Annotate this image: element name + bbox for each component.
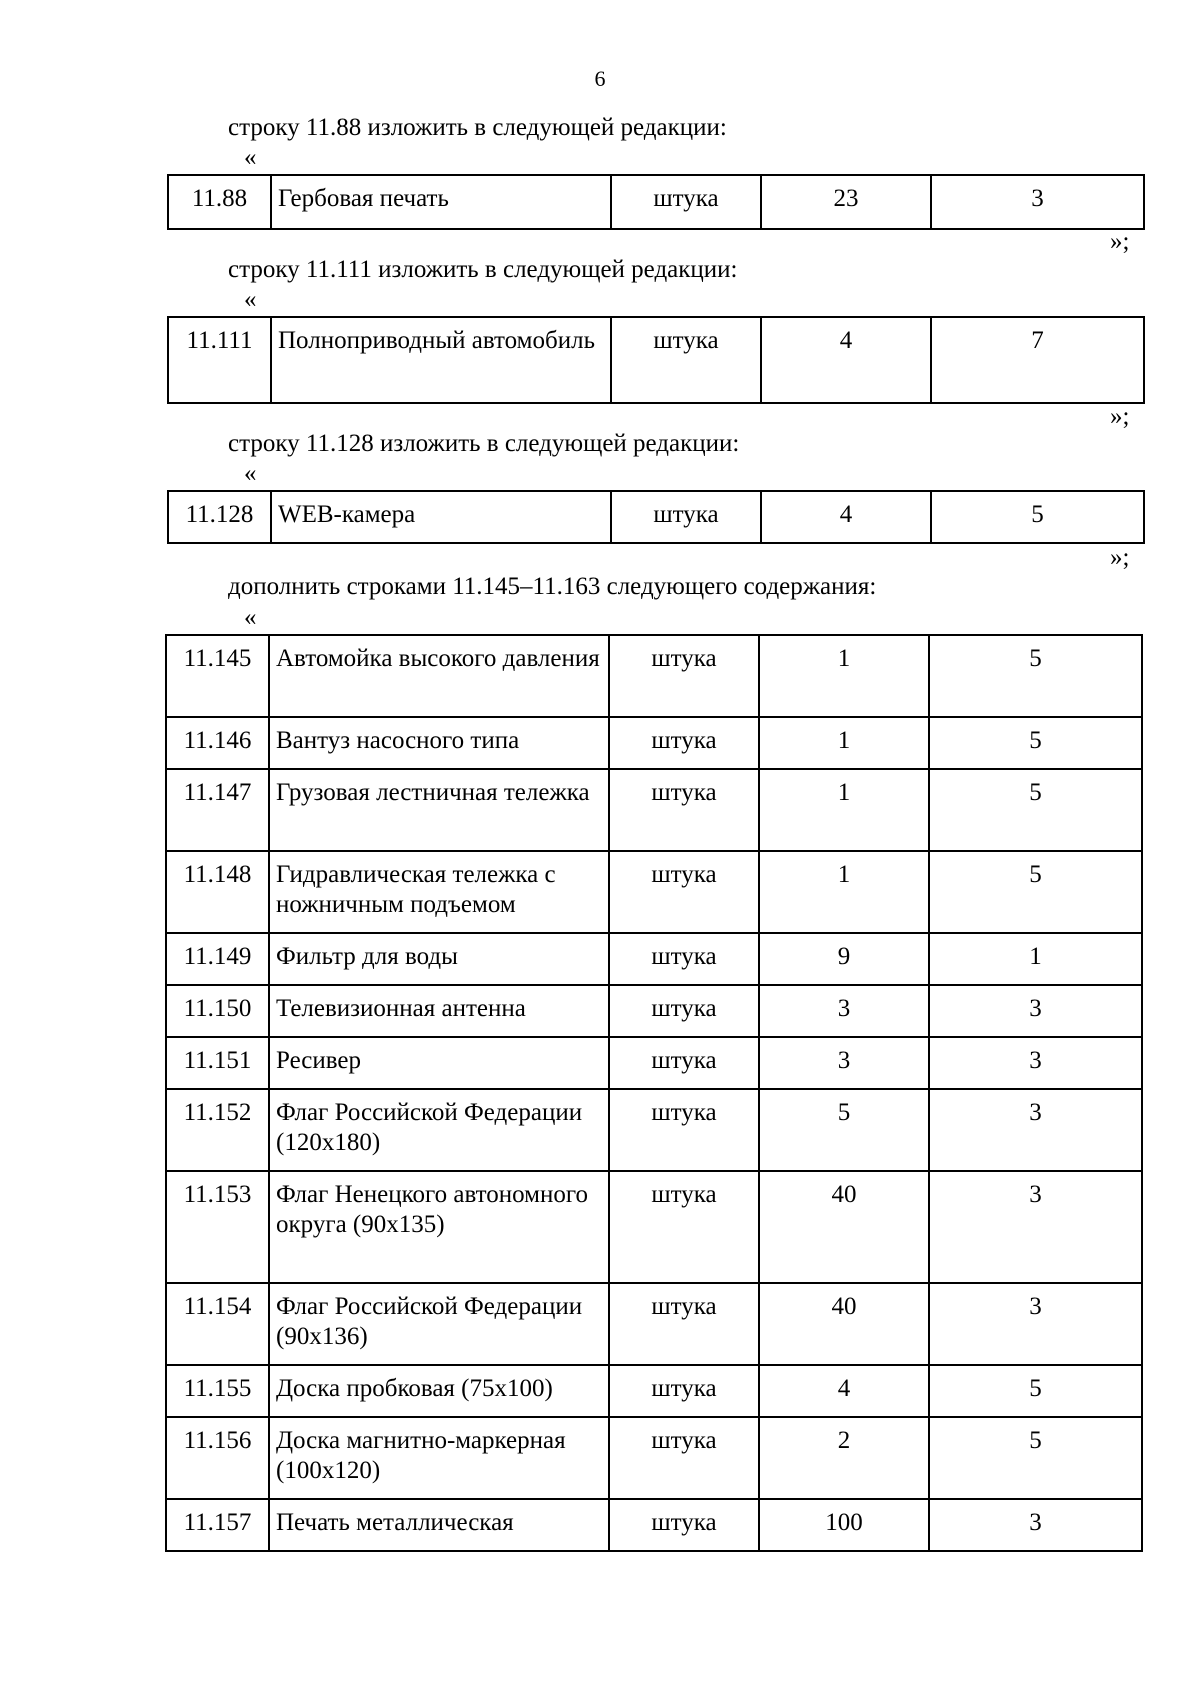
item-name: Печать металлическая [269, 1499, 609, 1551]
close-quote: »; [1110, 228, 1130, 255]
item-code: 11.146 [166, 717, 269, 769]
item-unit: штука [609, 1037, 759, 1089]
item-quantity: 3 [759, 1037, 929, 1089]
item-quantity: 100 [759, 1499, 929, 1551]
item-name: Ресивер [269, 1037, 609, 1089]
item-unit: штука [609, 1417, 759, 1499]
item-unit: штука [609, 1171, 759, 1283]
item-code: 11.88 [168, 175, 271, 229]
item-unit: штука [609, 717, 759, 769]
item-unit: штука [609, 1089, 759, 1171]
item-term: 5 [929, 717, 1142, 769]
item-unit: штука [611, 491, 761, 543]
item-name: Флаг Российской Федерации (90х136) [269, 1283, 609, 1365]
item-code: 11.145 [166, 635, 269, 717]
item-code: 11.151 [166, 1037, 269, 1089]
item-name: Вантуз насосного типа [269, 717, 609, 769]
item-term: 3 [929, 1089, 1142, 1171]
table-row [166, 1171, 1142, 1283]
item-term: 5 [929, 769, 1142, 851]
item-name: Флаг Российской Федерации (120х180) [269, 1089, 609, 1171]
item-term: 3 [931, 175, 1144, 229]
item-name: Флаг Ненецкого автономного округа (90х135) [269, 1171, 609, 1283]
item-name: Фильтр для воды [269, 933, 609, 985]
item-unit: штука [609, 769, 759, 851]
item-term: 5 [931, 491, 1144, 543]
item-quantity: 9 [759, 933, 929, 985]
open-quote: « [244, 460, 257, 487]
open-quote: « [244, 144, 257, 171]
item-name: Телевизионная антенна [269, 985, 609, 1037]
item-unit: штука [609, 635, 759, 717]
item-name: Автомойка высокого давления [269, 635, 609, 717]
table-row [166, 769, 1142, 851]
table-row [166, 1365, 1142, 1417]
item-code: 11.156 [166, 1417, 269, 1499]
page-number: 6 [594, 66, 606, 91]
instruction-text: строку 11.88 изложить в следующей редакции: [228, 114, 727, 141]
amendment-table [167, 316, 1145, 404]
item-quantity: 4 [761, 317, 931, 403]
item-unit: штука [609, 851, 759, 933]
item-term: 5 [929, 851, 1142, 933]
item-unit: штука [611, 175, 761, 229]
table-row [166, 1089, 1142, 1171]
table-row [168, 317, 1144, 403]
item-code: 11.153 [166, 1171, 269, 1283]
amendment-table [167, 490, 1145, 544]
item-term: 3 [929, 1499, 1142, 1551]
item-unit: штука [609, 1283, 759, 1365]
item-unit: штука [609, 1499, 759, 1551]
item-quantity: 40 [759, 1283, 929, 1365]
item-term: 3 [929, 1283, 1142, 1365]
table-row [166, 1037, 1142, 1089]
item-code: 11.150 [166, 985, 269, 1037]
table-row [166, 1417, 1142, 1499]
close-quote: »; [1110, 544, 1130, 571]
table-row [166, 1499, 1142, 1551]
table-row [166, 635, 1142, 717]
item-quantity: 5 [759, 1089, 929, 1171]
item-term: 3 [929, 1171, 1142, 1283]
item-unit: штука [609, 933, 759, 985]
item-code: 11.147 [166, 769, 269, 851]
table-row [166, 1283, 1142, 1365]
table-row [168, 491, 1144, 543]
item-code: 11.154 [166, 1283, 269, 1365]
amendment-table [167, 174, 1145, 230]
item-quantity: 1 [759, 635, 929, 717]
item-unit: штука [611, 317, 761, 403]
item-quantity: 23 [761, 175, 931, 229]
item-name: WEB-камера [271, 491, 611, 543]
table-row [166, 851, 1142, 933]
item-quantity: 2 [759, 1417, 929, 1499]
item-name: Доска магнитно-маркерная (100х120) [269, 1417, 609, 1499]
item-unit: штука [609, 985, 759, 1037]
item-quantity: 40 [759, 1171, 929, 1283]
item-quantity: 1 [759, 851, 929, 933]
table-row [166, 717, 1142, 769]
item-code: 11.157 [166, 1499, 269, 1551]
item-term: 3 [929, 985, 1142, 1037]
item-name: Грузовая лестничная тележка [269, 769, 609, 851]
item-name: Гидравлическая тележка с ножничным подъемом [269, 851, 609, 933]
item-code: 11.148 [166, 851, 269, 933]
item-term: 5 [929, 1365, 1142, 1417]
item-unit: штука [609, 1365, 759, 1417]
item-term: 5 [929, 1417, 1142, 1499]
item-code: 11.111 [168, 317, 271, 403]
item-code: 11.149 [166, 933, 269, 985]
table-row [168, 175, 1144, 229]
item-code: 11.128 [168, 491, 271, 543]
item-quantity: 1 [759, 717, 929, 769]
item-term: 7 [931, 317, 1144, 403]
item-name: Доска пробковая (75х100) [269, 1365, 609, 1417]
table-row [166, 985, 1142, 1037]
item-code: 11.152 [166, 1089, 269, 1171]
item-quantity: 4 [761, 491, 931, 543]
item-name: Гербовая печать [271, 175, 611, 229]
table-row [166, 933, 1142, 985]
item-term: 3 [929, 1037, 1142, 1089]
instruction-text: строку 11.128 изложить в следующей редакции: [228, 430, 740, 457]
item-code: 11.155 [166, 1365, 269, 1417]
open-quote: « [244, 286, 257, 313]
item-quantity: 4 [759, 1365, 929, 1417]
item-quantity: 3 [759, 985, 929, 1037]
instruction-text: строку 11.111 изложить в следующей редакции: [228, 256, 738, 283]
item-name: Полноприводный автомобиль [271, 317, 611, 403]
item-term: 5 [929, 635, 1142, 717]
amendment-table [165, 634, 1143, 1552]
open-quote: « [244, 604, 257, 631]
item-term: 1 [929, 933, 1142, 985]
instruction-text: дополнить строками 11.145–11.163 следующего содержания: [228, 573, 877, 600]
item-quantity: 1 [759, 769, 929, 851]
close-quote: »; [1110, 403, 1130, 430]
